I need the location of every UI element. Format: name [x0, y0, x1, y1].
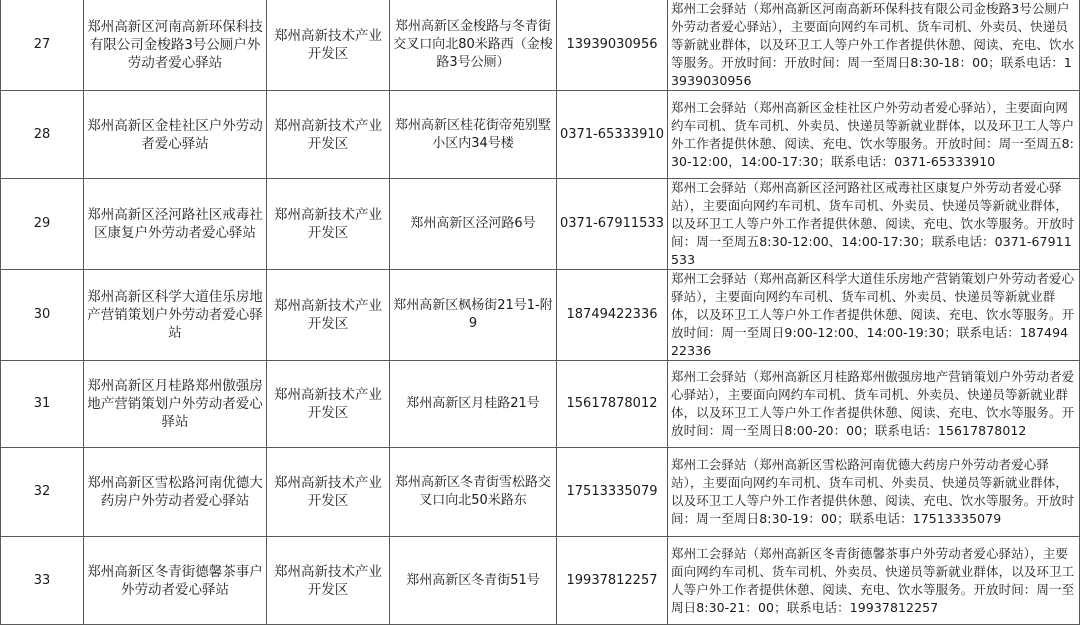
- row-number: 33: [1, 537, 84, 625]
- row-number: 30: [1, 270, 84, 361]
- station-name: 郑州高新区月桂路郑州傲强房地产营销策划户外劳动者爱心驿站: [84, 361, 267, 448]
- table-row: [1, 537, 1080, 625]
- address: 郑州高新区冬青街雪松路交叉口向北50米路东: [390, 448, 557, 537]
- table-row: [1, 361, 1080, 448]
- phone-number: 0371-65333910: [557, 91, 668, 179]
- district: 郑州高新技术产业开发区: [267, 361, 390, 448]
- row-number: 27: [1, 0, 84, 91]
- station-description: 郑州工会驿站（郑州高新区冬青街德馨茶事户外劳动者爱心驿站），主要面向网约车司机、货车司机、外卖员、快递员等新就业群体，以及环卫工人等户外工作者提供休憩、阅读、充电、饮水等服务。开放时间：周一至周日8:30-21：00；联系电话：19937812257: [668, 537, 1080, 625]
- district: 郑州高新技术产业开发区: [267, 448, 390, 537]
- station-name: 郑州高新区科学大道佳乐房地产营销策划户外劳动者爱心驿站: [84, 270, 267, 361]
- phone-number: 13939030956: [557, 0, 668, 91]
- row-number: 32: [1, 448, 84, 537]
- station-name: 郑州高新区金桂社区户外劳动者爱心驿站: [84, 91, 267, 179]
- district: 郑州高新技术产业开发区: [267, 537, 390, 625]
- station-description: 郑州工会驿站（郑州高新区月桂路郑州傲强房地产营销策划户外劳动者爱心驿站），主要面向网约车司机、货车司机、外卖员、快递员等新就业群体，以及环卫工人等户外工作者提供休憩、阅读、充电、饮水等服务。开放时间：周一至周日8:00-20：00；联系电话：15617878012: [668, 361, 1080, 448]
- address: 郑州高新区泾河路6号: [390, 179, 557, 270]
- table-row: [1, 0, 1080, 91]
- address: 郑州高新区金梭路与冬青街交叉口向北80米路西（金梭路3号公厕）: [390, 0, 557, 91]
- table-row: [1, 179, 1080, 270]
- station-description: 郑州工会驿站（郑州高新区科学大道佳乐房地产营销策划户外劳动者爱心驿站），主要面向网约车司机、货车司机、外卖员、快递员等新就业群体，以及环卫工人等户外工作者提供休憩、阅读、充电、饮水等服务。开放时间：周一至周日9:00-12:00、14:00-19:30；联系电话：18749422336: [668, 270, 1080, 361]
- address: 郑州高新区枫杨街21号1-附9: [390, 270, 557, 361]
- station-name: 郑州高新区冬青街德馨茶事户外劳动者爱心驿站: [84, 537, 267, 625]
- address: 郑州高新区冬青街51号: [390, 537, 557, 625]
- address: 郑州高新区桂花街帝苑别墅小区内34号楼: [390, 91, 557, 179]
- district: 郑州高新技术产业开发区: [267, 179, 390, 270]
- station-name: 郑州高新区雪松路河南优德大药房户外劳动者爱心驿站: [84, 448, 267, 537]
- phone-number: 15617878012: [557, 361, 668, 448]
- phone-number: 18749422336: [557, 270, 668, 361]
- station-description: 郑州工会驿站（郑州高新区金桂社区户外劳动者爱心驿站），主要面向网约车司机、货车司机、外卖员、快递员等新就业群体，以及环卫工人等户外工作者提供休憩、阅读、充电、饮水等服务。开放时间：周一至周五8:30-12:00，14:00-17:30；联系电话：0371-65333910: [668, 91, 1080, 179]
- district: 郑州高新技术产业开发区: [267, 0, 390, 91]
- table-row: [1, 91, 1080, 179]
- station-name: 郑州高新区河南高新环保科技有限公司金梭路3号公厕户外劳动者爱心驿站: [84, 0, 267, 91]
- station-description: 郑州工会驿站（郑州高新区河南高新环保科技有限公司金梭路3号公厕户外劳动者爱心驿站），主要面向网约车司机、货车司机、外卖员、快递员等新就业群体，以及环卫工人等户外工作者提供休憩、阅读、充电、饮水等服务。开放时间：开放时间：周一至周日8:30-18：00；联系电话：13939030956: [668, 0, 1080, 91]
- row-number: 31: [1, 361, 84, 448]
- phone-number: 17513335079: [557, 448, 668, 537]
- district: 郑州高新技术产业开发区: [267, 270, 390, 361]
- station-description: 郑州工会驿站（郑州高新区雪松路河南优德大药房户外劳动者爱心驿站），主要面向网约车司机、货车司机、外卖员、快递员等新就业群体，以及环卫工人等户外工作者提供休憩、阅读、充电、饮水等服务。开放时间：周一至周日8:30-19：00；联系电话：17513335079: [668, 448, 1080, 537]
- table-row: [1, 270, 1080, 361]
- district: 郑州高新技术产业开发区: [267, 91, 390, 179]
- station-name: 郑州高新区泾河路社区戒毒社区康复户外劳动者爱心驿站: [84, 179, 267, 270]
- address: 郑州高新区月桂路21号: [390, 361, 557, 448]
- table-row: [1, 448, 1080, 537]
- station-description: 郑州工会驿站（郑州高新区泾河路社区戒毒社区康复户外劳动者爱心驿站），主要面向网约车司机、货车司机、外卖员、快递员等新就业群体，以及环卫工人等户外工作者提供休憩、阅读、充电、饮水等服务。开放时间：周一至周五8:30-12:00、14:00-17:30；联系电话：0371-67911533: [668, 179, 1080, 270]
- row-number: 29: [1, 179, 84, 270]
- row-number: 28: [1, 91, 84, 179]
- phone-number: 0371-67911533: [557, 179, 668, 270]
- phone-number: 19937812257: [557, 537, 668, 625]
